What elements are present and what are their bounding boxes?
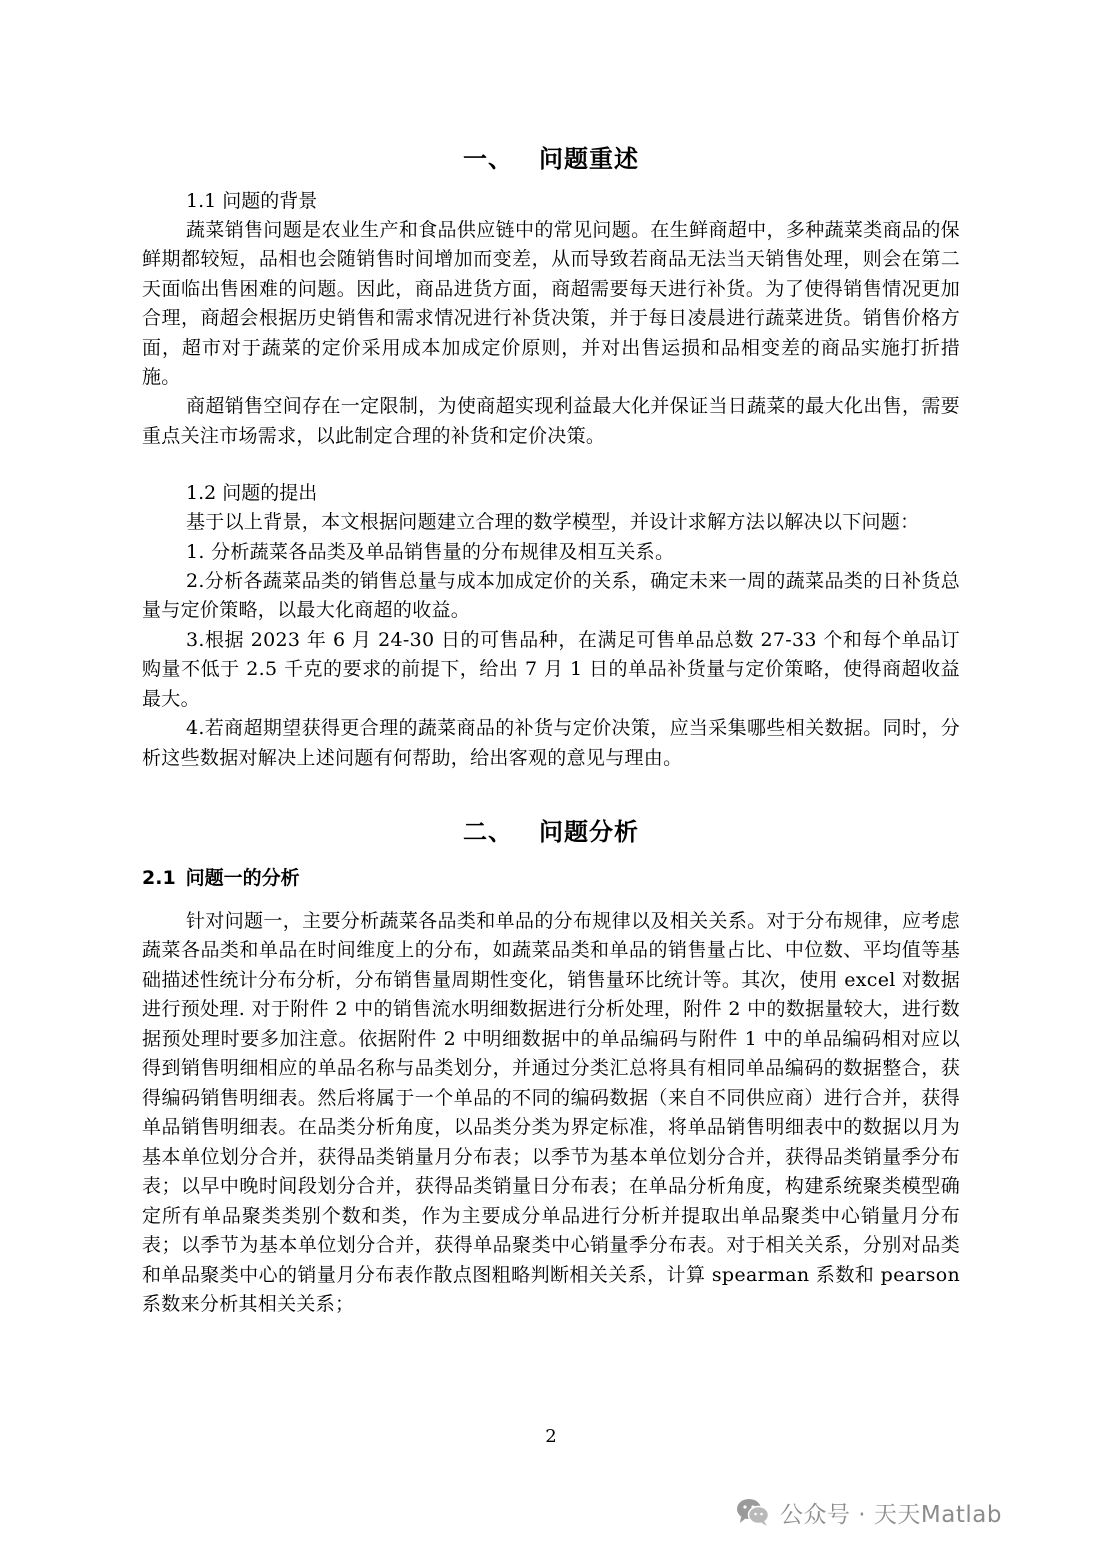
wechat-icon: [736, 1497, 770, 1527]
watermark-text: 公众号 · 天天Matlab: [780, 1501, 1002, 1528]
problem-item-4: 4.若商超期望获得更合理的蔬菜商品的补货与定价决策，应当采集哪些相关数据。同时，分析这些数据对解决上述问题有何帮助，给出客观的意见与理由。: [142, 717, 960, 769]
section-2-number: 二、: [463, 817, 513, 846]
section-2-title: 问题分析: [539, 817, 639, 846]
watermark: [736, 1492, 1002, 1532]
section-2-heading: [142, 815, 960, 849]
spacer: [142, 451, 960, 478]
section-1-title: 问题重述: [539, 145, 639, 173]
subsection-2-1-title: 问题一的分析: [185, 866, 300, 889]
section-1-number: 一、: [463, 145, 513, 173]
background-paragraph-1: 蔬菜销售问题是农业生产和食品供应链中的常见问题。在生鲜商超中，多种蔬菜类商品的保鲜期都较短，品相也会随销售时间增加而变差，从而导致若商品无法当天销售处理，则会在第二天面临出售困难的问题。因此，商品进货方面，商超需要每天进行补货。为了使得销售情况更加合理，商超会根据历史销售和需求情况进行补货决策，并于每日凌晨进行蔬菜进货。销售价格方面，超市对于蔬菜的定价采用成本加成定价原则，并对出售运损和品相变差的商品实施打折措施。: [142, 219, 960, 389]
subsection-2-1-heading: [142, 863, 960, 893]
page-content: [142, 142, 960, 1320]
page-number: 2: [545, 1426, 557, 1447]
section-1-heading: [142, 142, 960, 176]
problem-item-2: 2.分析各蔬菜品类的销售总量与成本加成定价的关系，确定未来一周的蔬菜品类的日补货总量与定价策略，以最大化商超的收益。: [142, 570, 960, 622]
problem-item-3: 3.根据 2023 年 6 月 24-30 日的可售品种，在满足可售单品总数 27-33 个和每个单品订购量不低于 2.5 千克的要求的前提下，给出 7 月 1 日的单品补货量与定价策略，使得商超收益最大。: [142, 628, 960, 710]
subsection-1-2-label: 1.2 问题的提出: [186, 482, 318, 505]
background-paragraph-2: 商超销售空间存在一定限制，为使商超实现利益最大化并保证当日蔬菜的最大化出售，需要重点关注市场需求，以此制定合理的补货和定价决策。: [142, 395, 960, 447]
analysis-paragraph: 针对问题一，主要分析蔬菜各品类和单品的分布规律以及相关关系。对于分布规律，应考虑蔬菜各品类和单品在时间维度上的分布，如蔬菜品类和单品的销售量占比、中位数、平均值等基础描述性统计分布分析，分布销售量周期性变化，销售量环比统计等。其次，使用 excel 对数据进行预处理. 对于附件 2 中的销售流水明细数据进行分析处理，附件 2 中的数据量较大，进行数据预处理时要多加注意。依据附件 2 中明细数据中的单品编码与附件 1 中的单品编码相对应以得到销售明细相应的单品名称与品类划分，并通过分类汇总将具有相同单品编码的数据整合，获得编码销售明细表。然后将属于一个单品的不同的编码数据（来自不同供应商）进行合并，获得单品销售明细表。在品类分析角度，以品类分类为界定标准，将单品销售明细表中的数据以月为基本单位划分合并，获得品类销量月分布表；以季节为基本单位划分合并，获得品类销量季分布表；以早中晚时间段划分合并，获得品类销量日分布表；在单品分析角度，构建系统聚类模型确定所有单品聚类类别个数和类，作为主要成分单品进行分析并提取出单品聚类中心销量月分布表；以季节为基本单位划分合并，获得单品聚类中心销量季分布表。对于相关关系，分别对品类和单品聚类中心的销量月分布表作散点图粗略判断相关关系，计算 spearman 系数和 pearson 系数来分析其相关关系；: [142, 909, 960, 1316]
problem-intro-paragraph: 基于以上背景，本文根据问题建立合理的数学模型，并设计求解方法以解决以下问题：: [186, 511, 920, 534]
subsection-1-1-label: 1.1 问题的背景: [186, 190, 318, 212]
problem-item-1: 1. 分析蔬菜各品类及单品销售量的分布规律及相互关系。: [186, 540, 675, 563]
subsection-2-1-number: 2.1: [142, 866, 176, 889]
